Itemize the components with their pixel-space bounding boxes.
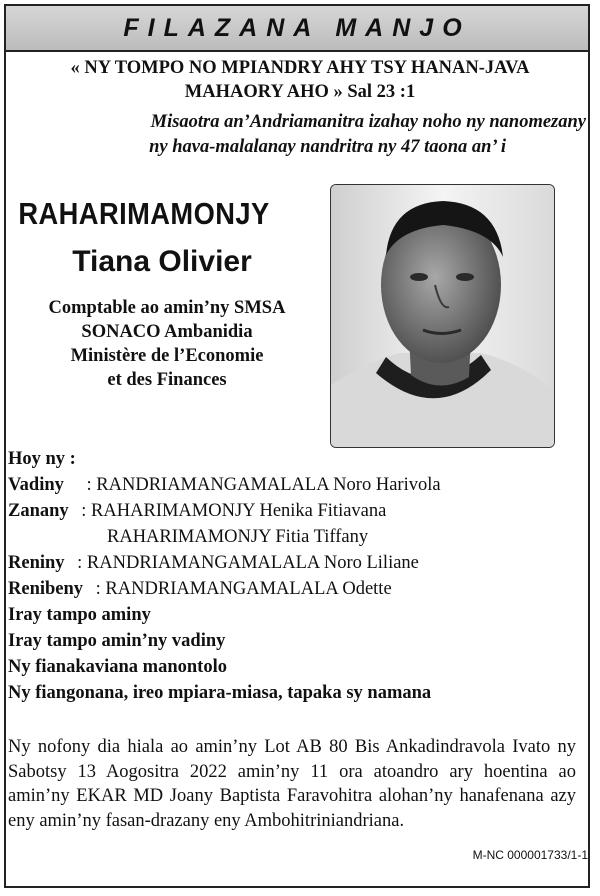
family-row-spouse xyxy=(8,472,578,498)
mother-label: Reniny xyxy=(8,553,65,573)
header-title: FILAZANA MANJO xyxy=(123,13,471,42)
job-line-3: Ministère de l’Economie xyxy=(70,346,264,366)
job-line-4: et des Finances xyxy=(107,370,227,390)
portrait-illustration xyxy=(331,185,554,447)
child-name-1: : RAHARIMAMONJY Henika Fitiavana xyxy=(81,501,387,521)
deceased-surname: RAHARIMAMONJY xyxy=(18,196,270,231)
family-row-mother xyxy=(8,550,578,576)
thanks-line-2: ny hava-malalanay nandritra ny 47 taona an’ i xyxy=(149,137,506,157)
deceased-first-names: Tiana Olivier xyxy=(72,245,252,278)
bible-verse xyxy=(0,56,600,104)
grandmother-label: Renibeny xyxy=(8,579,84,599)
children-label: Zanany xyxy=(8,501,69,521)
family-line-community: Ny fiangonana, ireo mpiara-miasa, tapaka sy namana xyxy=(8,683,432,703)
reference-number: M-NC 000001733/1-1 xyxy=(472,848,588,862)
family-row-grandmother xyxy=(8,576,578,602)
job-line-2: SONACO Ambanidia xyxy=(81,322,253,342)
family-list xyxy=(8,446,578,706)
thanks-line-1: Misaotra an’Andriamanitra izahay noho ny nanomezany xyxy=(150,112,586,132)
job-line-1: Comptable ao amin’ny SMSA xyxy=(48,298,286,318)
mother-name: : RANDRIAMANGAMALALA Noro Liliane xyxy=(77,553,419,573)
grandmother-name: : RANDRIAMANGAMALALA Odette xyxy=(95,579,392,599)
verse-line-1: « NY TOMPO NO MPIANDRY AHY TSY HANAN-JAVA xyxy=(70,58,530,78)
family-intro: Hoy ny : xyxy=(8,449,76,469)
funeral-notice: Ny nofony dia hiala ao amin’ny Lot AB 80 Bis Ankadindravola Ivato ny Sabotsy 13 Aogositra 2022 amin’ny 11 ora atoandro ary hoentina ao amin’ny EKAR MD Joany Baptista Faravohitra alohan’ny hanafenana azy eny amin’ny fasan-drazany eny Ambohitriniandriana. xyxy=(8,737,576,831)
thanks-text xyxy=(26,110,586,160)
child-name-2: RAHARIMAMONJY Fitia Tiffany xyxy=(107,527,369,547)
family-row-child-2 xyxy=(8,524,578,550)
verse-line-2: MAHAORY AHO » Sal 23 :1 xyxy=(184,82,416,102)
family-line-siblings-in-law: Iray tampo amin’ny vadiny xyxy=(8,631,226,651)
portrait-photo xyxy=(330,184,555,448)
family-line-relatives: Ny fianakaviana manontolo xyxy=(8,657,227,677)
spouse-name: : RANDRIAMANGAMALALA Noro Harivola xyxy=(86,475,441,495)
header-banner xyxy=(6,6,588,52)
family-row-children xyxy=(8,498,578,524)
spouse-label: Vadiny xyxy=(8,475,64,495)
family-line-siblings: Iray tampo aminy xyxy=(8,605,151,625)
deceased-occupation xyxy=(12,296,322,392)
